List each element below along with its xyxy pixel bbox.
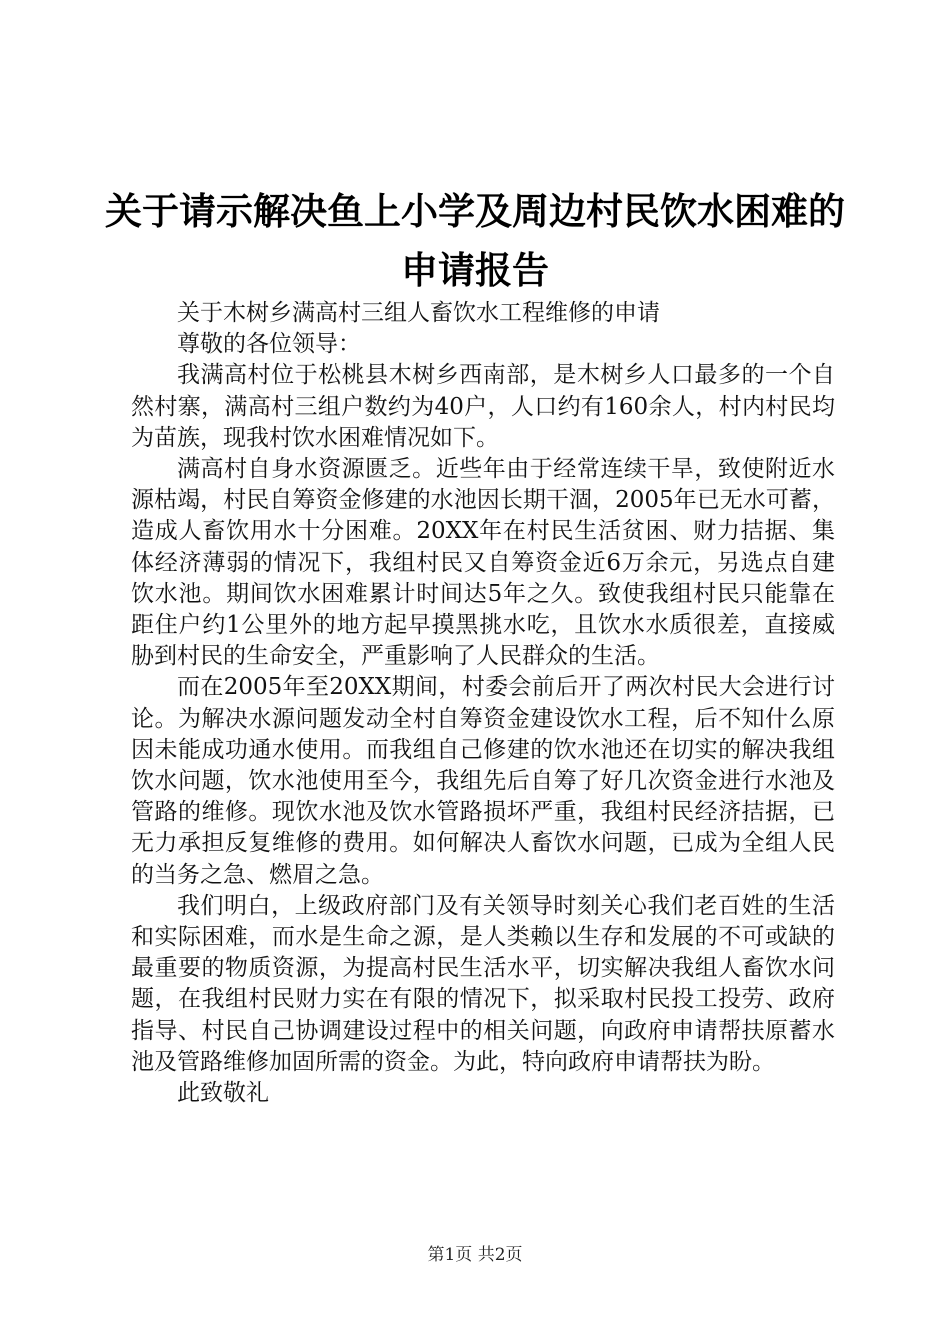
document-title-line-1: 关于请示解决鱼上小学及周边村民饮水困难的 <box>105 190 845 233</box>
document-title-line-2: 申请报告 <box>401 249 549 292</box>
document-body <box>131 298 835 1109</box>
paragraph-village-intro: 我满高村位于松桃县木树乡西南部，是木树乡人口最多的一个自然村寨，满高村三组户数约为40户，人口约有160余人，村内村民均为苗族，现我村饮水困难情况如下。 <box>131 362 835 451</box>
page-footer: 第1页 共2页 <box>427 1245 523 1265</box>
paragraph-closing: 此致敬礼 <box>177 1080 269 1107</box>
paragraph-water-shortage: 满高村自身水资源匮乏。近些年由于经常连续干旱，致使附近水源枯竭，村民自筹资金修建的水池因长期干涸，2005年已无水可蓄，造成人畜饮用水十分困难。20XX年在村民生活贫困、财力拮据、集体经济薄弱的情况下，我组村民又自筹资金近6万余元，另选点自建饮水池。期间饮水困难累计时间达5年之久。致使我组村民只能靠在距住户约1公里外的地方起早摸黑挑水吃，且饮水水质很差，直接威胁到村民的生命安全，严重影响了人民群众的生活。 <box>131 456 835 670</box>
paragraph-request: 我们明白，上级政府部门及有关领导时刻关心我们老百姓的生活和实际困难，而水是生命之源，是人类赖以生存和发展的不可或缺的最重要的物质资源，为提高村民生活水平，切实解决我组人畜饮水问题，在我组村民财力实在有限的情况下，拟采取村民投工投劳、政府指导、村民自己协调建设过程中的相关问题，向政府申请帮扶原蓄水池及管路维修加固所需的资金。为此，特向政府申请帮扶为盼。 <box>131 892 835 1075</box>
paragraph-salutation: 尊敬的各位领导： <box>177 331 361 358</box>
paragraph-subject: 关于木树乡满高村三组人畜饮水工程维修的申请 <box>177 300 660 326</box>
paragraph-history: 而在2005年至20XX期间，村委会前后开了两次村民大会进行讨论。为解决水源问题发动全村自筹资金建设饮水工程，后不知什么原因未能成功通水使用。而我组自己修建的饮水池还在切实的解决我组饮水问题，饮水池使用至今，我组先后自筹了好几次资金进行水池及管路的维修。现饮水池及饮水管路损坏严重，我组村民经济拮据，已无力承担反复维修的费用。如何解决人畜饮水问题，已成为全组人民的当务之急、燃眉之急。 <box>131 674 835 888</box>
